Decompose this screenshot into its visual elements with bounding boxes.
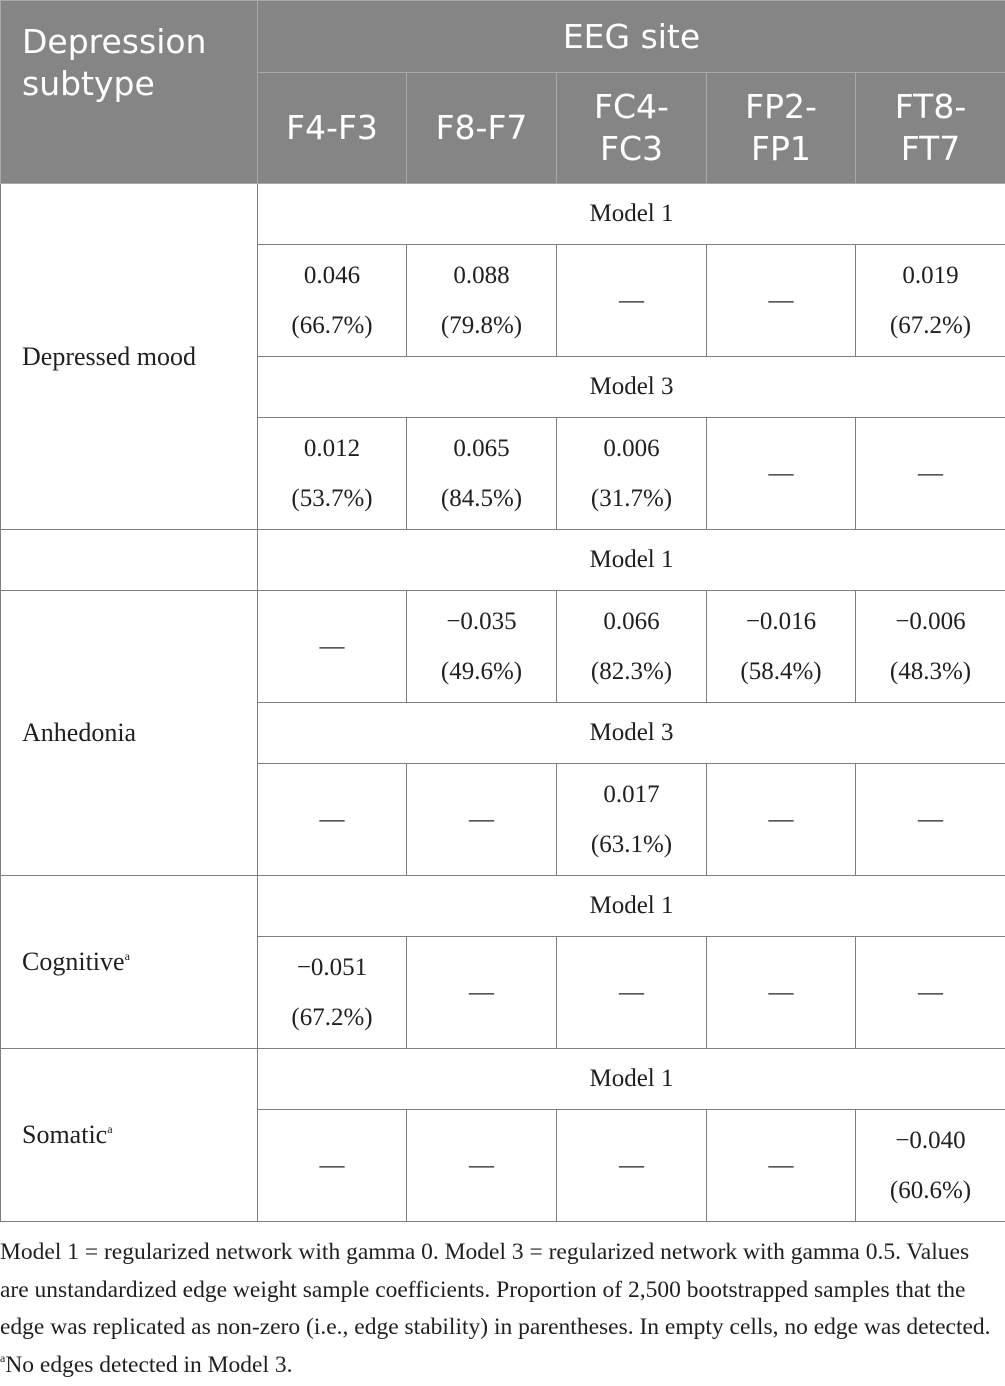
cell-value: —	[918, 459, 943, 487]
table-cell	[856, 591, 1005, 703]
cell-stability: (82.3%)	[590, 657, 673, 685]
table-cell	[407, 245, 557, 357]
table-cell	[407, 1110, 557, 1222]
table-cell	[557, 1110, 707, 1222]
cell-value: —	[319, 632, 345, 660]
cell-value: 0.019	[902, 261, 959, 289]
cell-value: −0.035	[446, 607, 517, 635]
table-footnote	[0, 1234, 1000, 1384]
table-cell	[707, 1110, 856, 1222]
row-label-anhedonia: Anhedonia	[1, 591, 258, 876]
cell-value: —	[768, 459, 794, 487]
cell-stability: (63.1%)	[590, 830, 673, 858]
table-cell	[856, 764, 1005, 876]
footnote-tail: No edges detected in Model 3.	[5, 1351, 293, 1378]
table-cell	[407, 591, 557, 703]
cell-value: —	[619, 286, 644, 314]
cell-value: —	[768, 1151, 794, 1179]
table-cell	[707, 418, 856, 530]
table-cell	[557, 764, 707, 876]
table-cell	[258, 764, 407, 876]
cell-stability: (84.5%)	[440, 484, 523, 512]
cell-stability: (48.3%)	[889, 657, 972, 685]
header-depression-subtype: Depression subtype	[1, 1, 258, 184]
cell-value: —	[619, 978, 644, 1006]
model-label: Model 3	[258, 703, 1005, 764]
table-cell	[407, 418, 557, 530]
table-cell	[258, 1110, 407, 1222]
cell-value: —	[768, 286, 794, 314]
footnote-marker: a	[124, 949, 130, 963]
header-col-ft8-ft7: FT8-FT7	[856, 73, 1005, 184]
row-label-cognitive	[1, 876, 258, 1049]
cell-value: 0.006	[603, 434, 660, 462]
model-label: Model 1	[258, 876, 1005, 937]
row-label-text: Cognitive	[22, 947, 125, 976]
cell-value: —	[319, 1151, 345, 1179]
cell-value: —	[768, 978, 794, 1006]
cell-value: —	[319, 805, 345, 833]
cell-value: —	[918, 805, 943, 833]
row-label-text: Somatic	[22, 1120, 108, 1149]
cell-value: —	[469, 978, 494, 1006]
table-cell	[707, 591, 856, 703]
cell-value: —	[469, 805, 494, 833]
table-cell	[557, 937, 707, 1049]
header-eeg-site: EEG site	[258, 1, 1005, 73]
cell-stability: (67.2%)	[291, 1003, 373, 1031]
cell-stability: (67.2%)	[889, 311, 972, 339]
cell-stability: (66.7%)	[291, 311, 373, 339]
table-cell	[258, 937, 407, 1049]
header-col-f4-f3: F4-F3	[258, 73, 407, 184]
table-cell	[407, 937, 557, 1049]
cell-value: −0.040	[895, 1126, 966, 1154]
table-cell	[856, 1110, 1005, 1222]
cell-value: 0.012	[303, 434, 361, 462]
cell-value: 0.066	[603, 607, 660, 635]
cell-stability: (49.6%)	[440, 657, 523, 685]
header-col-f8-f7: F8-F7	[407, 73, 557, 184]
cell-value: —	[469, 1151, 494, 1179]
table-cell	[557, 418, 707, 530]
cell-value: −0.006	[895, 607, 966, 635]
table-cell	[856, 418, 1005, 530]
table-cell	[258, 245, 407, 357]
cell-value: —	[918, 978, 943, 1006]
cell-value: —	[768, 805, 794, 833]
table-cell	[407, 764, 557, 876]
cell-stability: (58.4%)	[740, 657, 822, 685]
model-label: Model 1	[258, 530, 1005, 591]
model-label: Model 1	[258, 1049, 1005, 1110]
cell-stability: (79.8%)	[440, 311, 523, 339]
model-label: Model 1	[258, 184, 1005, 245]
row-label-somatic	[1, 1049, 258, 1222]
table-cell	[707, 937, 856, 1049]
table-cell	[707, 764, 856, 876]
model-label: Model 3	[258, 357, 1005, 418]
table-cell	[856, 245, 1005, 357]
cell-value: 0.046	[303, 261, 361, 289]
cell-value: −0.016	[745, 607, 817, 635]
table-cell	[258, 591, 407, 703]
cell-stability: (31.7%)	[590, 484, 673, 512]
cell-stability: (60.6%)	[889, 1176, 972, 1204]
header-col-fp2-fp1: FP2-FP1	[707, 73, 856, 184]
cell-value: —	[619, 1151, 644, 1179]
table-cell	[258, 418, 407, 530]
table-cell	[856, 937, 1005, 1049]
footnote-marker: a	[107, 1122, 113, 1136]
cell-stability: (53.7%)	[291, 484, 373, 512]
row-label-depressed-mood: Depressed mood	[1, 184, 258, 530]
header-col-fc4-fc3: FC4-FC3	[557, 73, 707, 184]
cell-value: 0.065	[453, 434, 510, 462]
table-cell	[557, 591, 707, 703]
footnote-text: Model 1 = regularized network with gamma 0. Model 3 = regularized network with gamma 0.5. Values are unstandardized edge weight sample coefficients. Proportion of 2,500 bootstrapped samples that the edge was replicated as non-zero (i.e., edge stability) in parentheses. In empty cells, no edge was detected.	[0, 1239, 991, 1340]
cell-value: 0.017	[603, 780, 660, 808]
cell-value: 0.088	[453, 261, 510, 289]
empty-label-cell	[1, 530, 258, 591]
table-cell	[557, 245, 707, 357]
table-cell	[707, 245, 856, 357]
cell-value: −0.051	[296, 953, 368, 981]
footnote-marker: a	[0, 1350, 6, 1365]
